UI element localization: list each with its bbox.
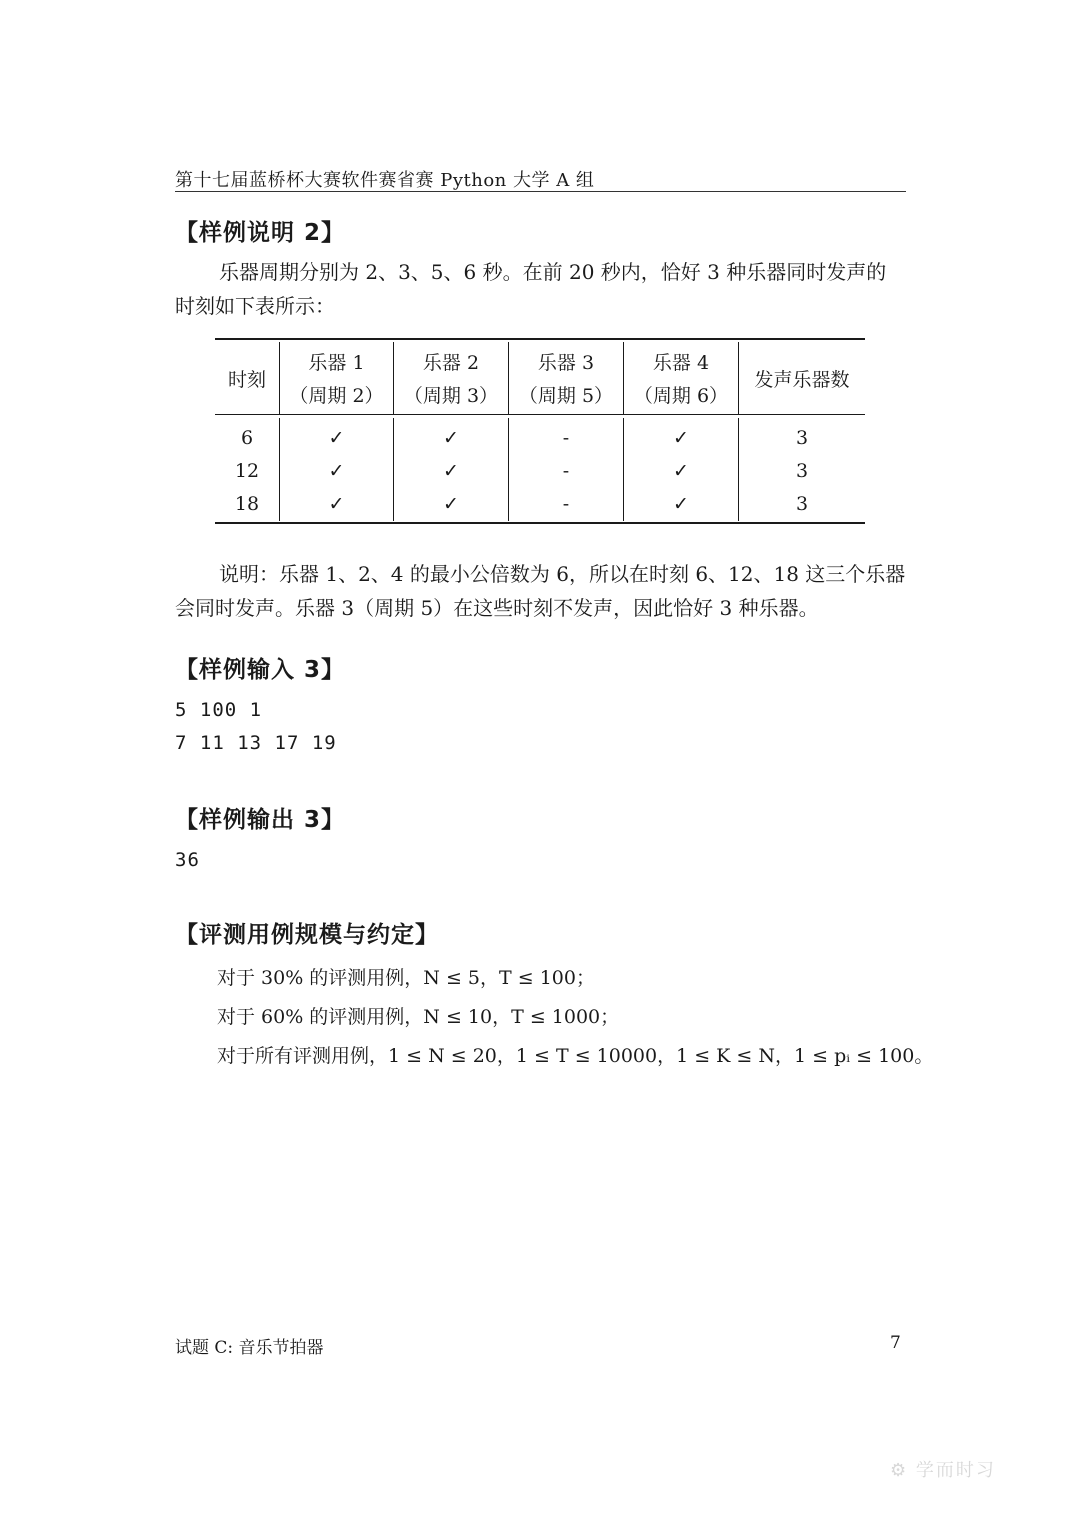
constraint-line: 对于 60% 的评测用例，N ≤ 10，T ≤ 1000；	[217, 1006, 620, 1028]
table-cell: ✓	[443, 460, 459, 482]
table-header-count: 发声乐器数	[754, 369, 850, 391]
results-table	[215, 338, 865, 524]
section-heading-output-3: 【样例输出 3】	[175, 807, 346, 833]
table-cell: 18	[234, 493, 260, 515]
table-cell: ✓	[673, 460, 689, 482]
sample-input-line: 5 100 1	[175, 699, 263, 721]
table-header-instrument-1: 乐器 1	[308, 352, 365, 374]
table-cell: -	[562, 493, 570, 515]
table-cell: 3	[795, 460, 809, 482]
page-number: 7	[890, 1333, 901, 1353]
table-header-instrument-3-period: （周期 5）	[518, 385, 614, 407]
watermark: ⚙ 学而时习	[890, 1460, 996, 1481]
explanation-note: 说明：乐器 1、2、4 的最小公倍数为 6，所以在时刻 6、12、18 这三个乐器会同时发声。乐器 3（周期 5）在这些时刻不发声，因此恰好 3 种乐器。	[175, 562, 906, 620]
section-heading-input-3: 【样例输入 3】	[175, 657, 346, 683]
table-mid-rule	[215, 414, 865, 415]
constraint-line: 对于所有评测用例，1 ≤ N ≤ 20，1 ≤ T ≤ 10000，1 ≤ K ≤ N，1 ≤ pᵢ ≤ 100。	[217, 1045, 934, 1067]
table-header-instrument-1-period: （周期 2）	[289, 385, 384, 407]
table-cell: ✓	[328, 427, 345, 449]
explanation-intro: 乐器周期分别为 2、3、5、6 秒。在前 20 秒内，恰好 3 种乐器同时发声的时刻如下表所示：	[175, 260, 887, 318]
table-cell: ✓	[443, 427, 459, 449]
table-cell: ✓	[443, 493, 459, 515]
table-cell: ✓	[673, 493, 689, 515]
table-header-instrument-3: 乐器 3	[537, 352, 595, 374]
running-header: 第十七届蓝桥杯大赛软件赛省赛 Python 大学 A 组	[175, 170, 595, 191]
footer-problem-title: 试题 C: 音乐节拍器	[175, 1338, 324, 1358]
table-header-instrument-2: 乐器 2	[422, 352, 480, 374]
table-cell: 3	[795, 493, 809, 515]
section-heading-explanation-2: 【样例说明 2】	[175, 220, 346, 246]
table-cell: ✓	[673, 427, 689, 449]
header-rule	[175, 191, 906, 192]
table-header-time: 时刻	[227, 369, 266, 391]
section-heading-constraints: 【评测用例规模与约定】	[175, 922, 439, 948]
table-cell: 3	[795, 427, 809, 449]
sample-output-line: 36	[175, 849, 200, 871]
table-top-rule	[215, 338, 865, 340]
table-header-instrument-4: 乐器 4	[652, 352, 710, 374]
table-cell: 12	[234, 460, 260, 482]
table-cell: ✓	[328, 460, 345, 482]
table-header-instrument-4-period: （周期 6）	[633, 385, 729, 407]
table-header-instrument-2-period: （周期 3）	[403, 385, 499, 407]
constraint-line: 对于 30% 的评测用例，N ≤ 5，T ≤ 100；	[217, 967, 595, 989]
table-bottom-rule	[215, 522, 865, 524]
table-cell: ✓	[328, 493, 345, 515]
sample-input-line: 7 11 13 17 19	[175, 732, 337, 754]
table-cell: -	[562, 427, 570, 449]
table-cell: -	[562, 460, 570, 482]
table-cell: 6	[240, 427, 254, 449]
